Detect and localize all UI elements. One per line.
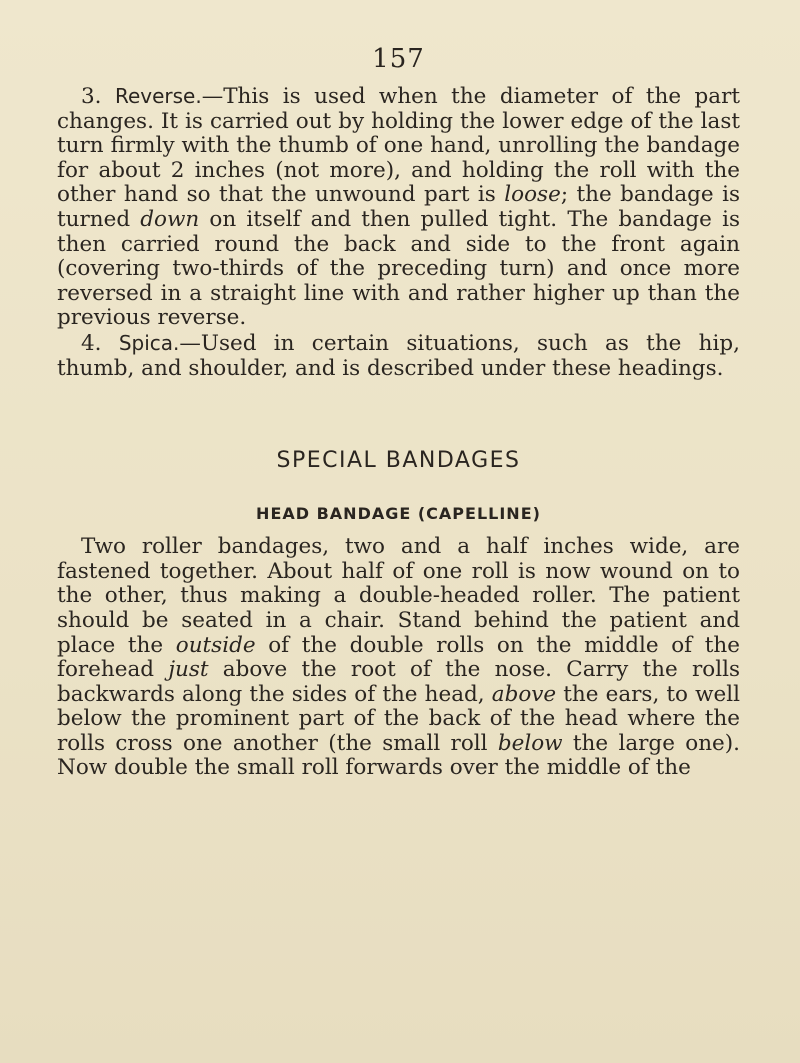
emphasis-text: just — [168, 657, 209, 683]
item-number: 4. — [81, 330, 102, 356]
section-heading: SPECIAL BANDAGES — [276, 448, 521, 474]
emphasis-text: below — [497, 730, 563, 756]
item-title: Spica. — [118, 330, 180, 355]
item-text: —This is used when the diameter of the part changes. It is carried out by holding the lower edge of the last turn firmly with the thumb of one hand, unrolling the bandage for about 2 inches (not more), and holding the roll with the other hand so that the unwound part is — [57, 84, 740, 208]
paragraph-text: the ears, to well below the prominent part of the back of the head where the rolls cross one another (the small roll — [57, 681, 741, 756]
emphasis-text: down — [140, 206, 200, 232]
item-text: —Used in certain situations, such as the hip, thumb, and shoulder, and is described under these headings. — [57, 330, 740, 381]
paragraph-text: Two roller bandages, two and a half inches wide, are fastened together. About half of one roll is now wound on to the other, thus making a double-headed roller. The patient should be seated in a chair. Stand behind the patient and place the — [57, 534, 740, 658]
emphasis-text: outside — [175, 632, 256, 658]
item-spica — [57, 331, 740, 381]
emphasis-text: loose — [504, 182, 561, 208]
section-paragraph — [57, 535, 740, 781]
item-reverse — [57, 84, 740, 331]
paragraph-text: the large one). Now double the small roll forwards over the middle of the — [57, 730, 740, 781]
item-text: ; the bandage is turned — [57, 182, 740, 232]
sub-heading: HEAD BANDAGE (CAPELLINE) — [256, 504, 541, 524]
paragraph-text: of the double rolls on the middle of the forehead — [57, 632, 740, 683]
paragraph-text: above the root of the nose. Carry the rolls backwards along the sides of the head, — [57, 657, 740, 707]
item-title: Reverse. — [114, 84, 202, 108]
item-number: 3. — [81, 84, 102, 109]
item-text: on itself and then pulled tight. The bandage is then carried round the back and side to the front again (covering two-thirds of the preceding turn) and once more reversed in a straight line with and rather higher up than the previous reverse. — [57, 206, 740, 331]
page-number: 157 — [372, 44, 425, 74]
emphasis-text: above — [491, 681, 557, 707]
